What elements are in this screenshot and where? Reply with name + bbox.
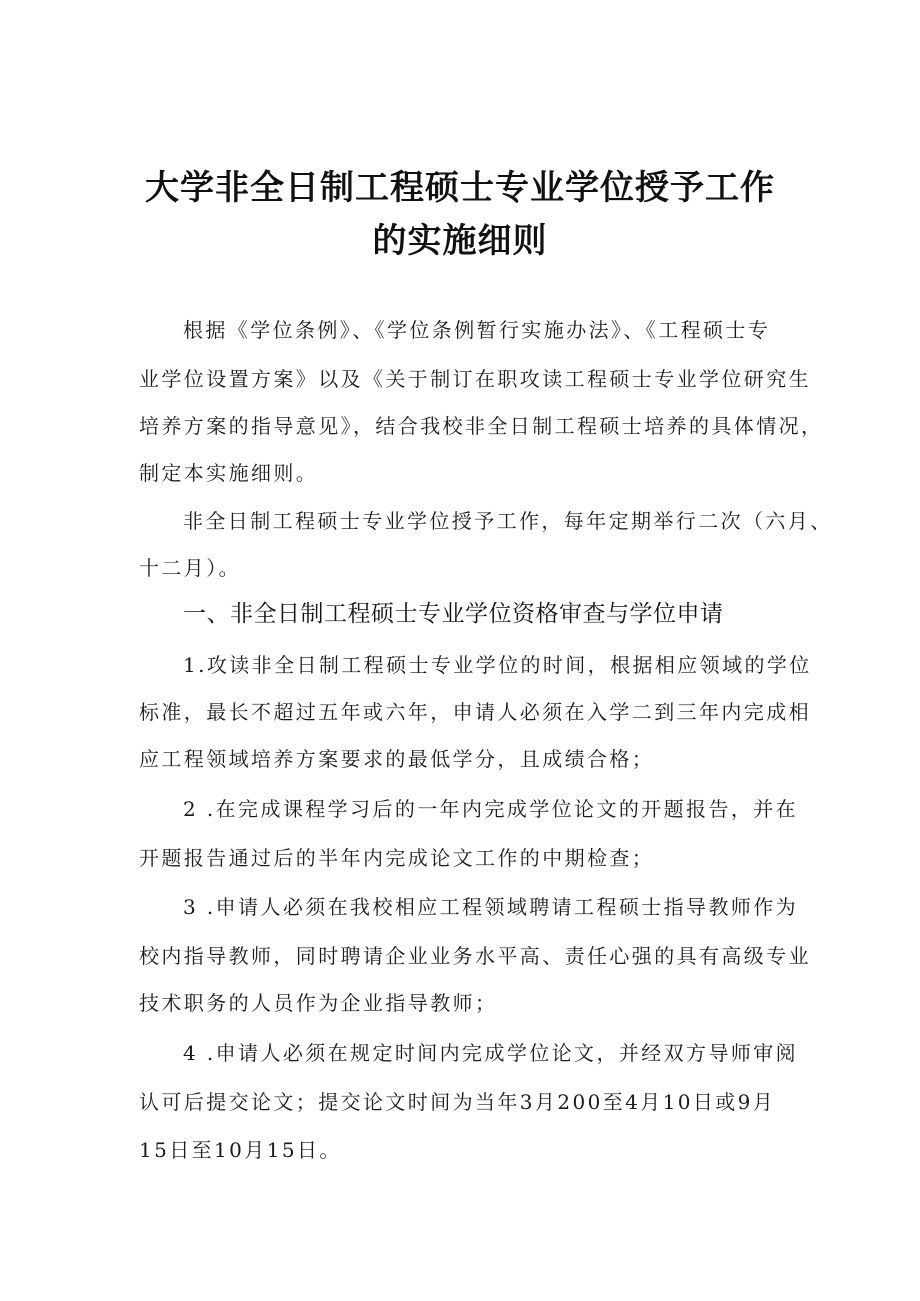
item4-line: 认可后提交论文；提交论文时间为当年3月200至4月10日或9月: [139, 1090, 776, 1114]
item1-line: 1.攻读非全日制工程硕士专业学位的时间，根据相应领域的学位: [183, 653, 812, 677]
item4-line: 4 .申请人必须在规定时间内完成学位论文，并经双方导师审阅: [183, 1041, 799, 1065]
item1-line: 标准，最长不超过五年或六年，申请人必须在入学二到三年内完成相: [139, 700, 811, 724]
intro-line: 业学位设置方案》以及《关于制订在职攻读工程硕士专业学位研究生: [139, 367, 811, 391]
item4-line: 15日至10月15日。: [139, 1138, 342, 1162]
item3-line: 3 .申请人必须在我校相应工程领域聘请工程硕士指导教师作为: [183, 895, 799, 919]
intro-line: 培养方案的指导意见》，结合我校非全日制工程硕士培养的具体情况，: [139, 414, 824, 438]
intro-line: 根据《学位条例》、《学位条例暂行实施办法》、《工程硕士专: [183, 318, 771, 342]
intro-line: 制定本实施细则。: [139, 461, 319, 485]
schedule-line: 十二月）。: [139, 556, 241, 580]
item1-line: 应工程领域培养方案要求的最低学分，且成绩合格；: [139, 747, 655, 771]
schedule-line: 非全日制工程硕士专业学位授予工作，每年定期举行二次（六月、: [183, 509, 833, 533]
section-heading: 一、非全日制工程硕士专业学位资格审查与学位申请: [183, 601, 724, 627]
item3-line: 技术职务的人员作为企业指导教师；: [139, 991, 498, 1015]
item3-line: 校内指导教师，同时聘请企业业务水平高、责任心强的具有高级专业: [139, 944, 811, 968]
document-title-line1: 大学非全日制工程硕士专业学位授予工作: [145, 168, 775, 208]
item2-line: 开题报告通过后的半年内完成论文工作的中期检查；: [139, 846, 655, 870]
item2-line: 2 .在完成课程学习后的一年内完成学位论文的开题报告，并在: [183, 797, 799, 821]
document-title-line2: 的实施细则: [372, 221, 548, 261]
